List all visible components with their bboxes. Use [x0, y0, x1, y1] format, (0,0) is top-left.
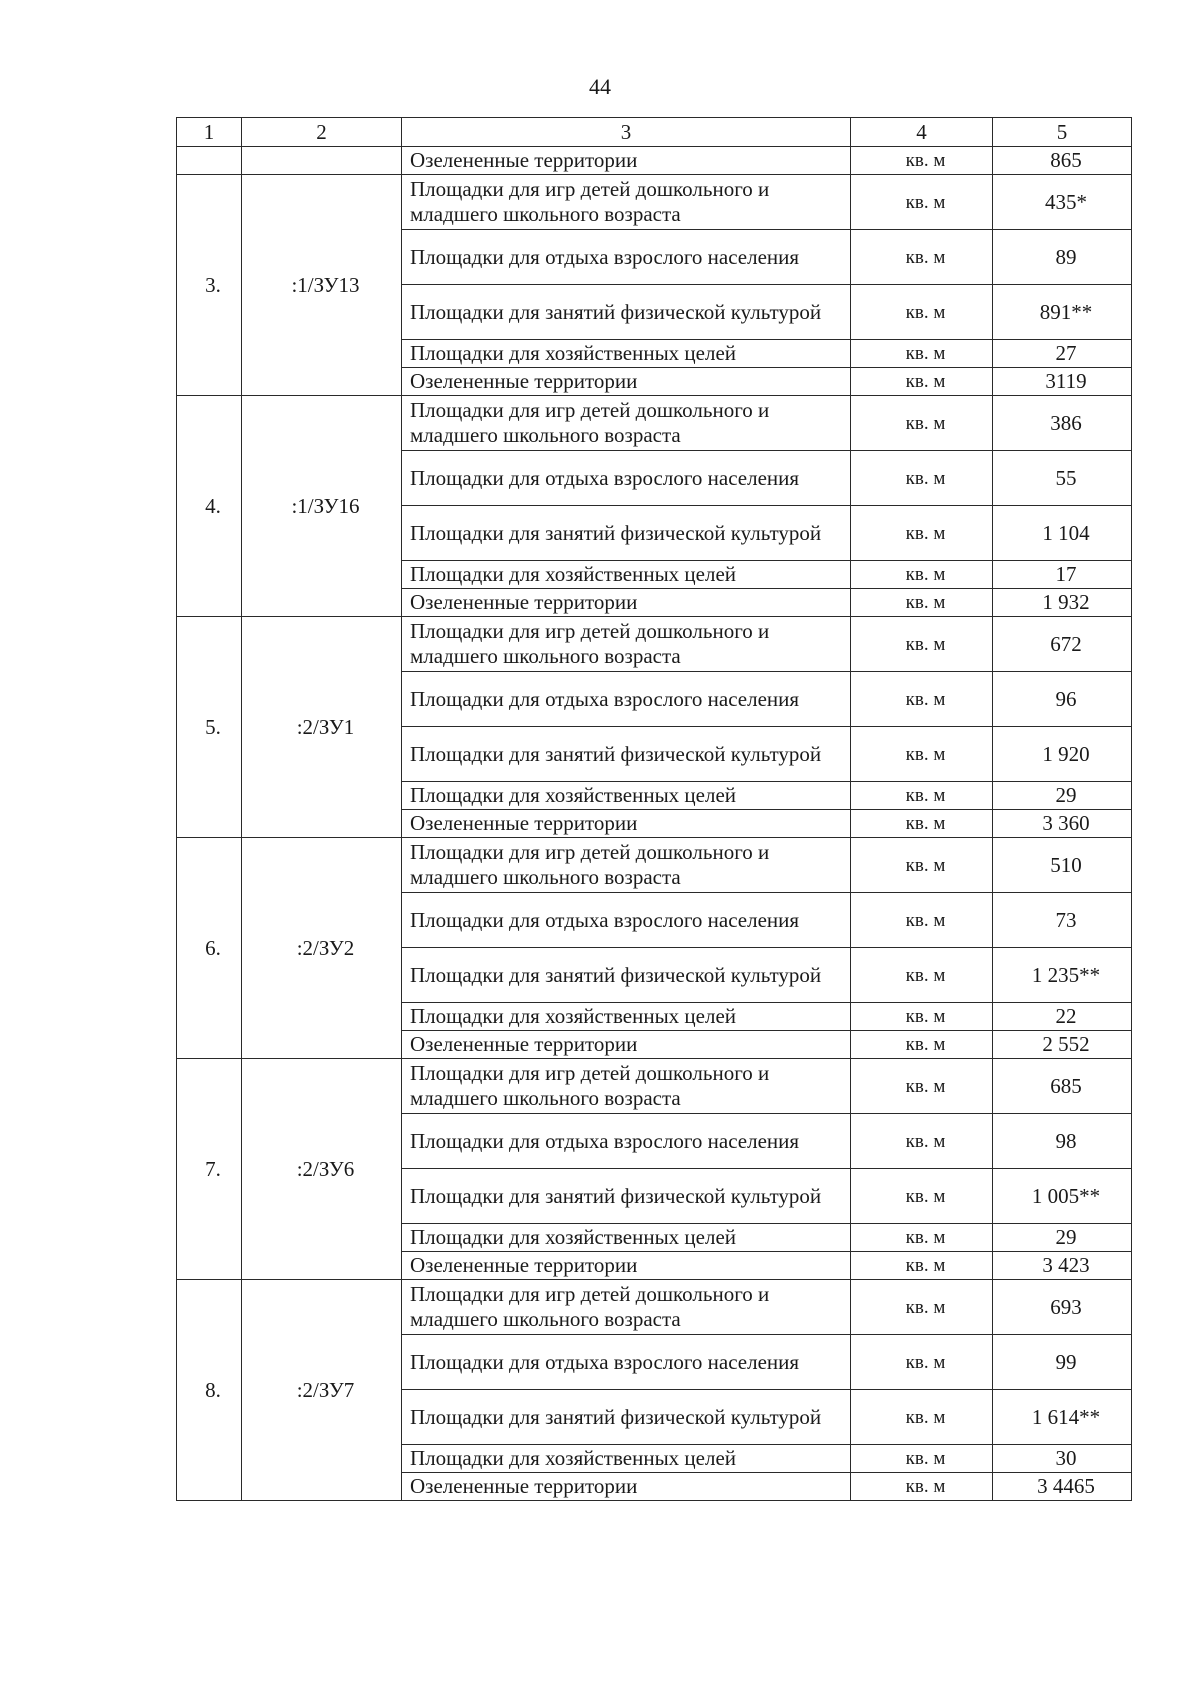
plot-cell	[242, 147, 402, 175]
table-body	[177, 147, 1132, 1501]
unit-cell: кв. м	[851, 1390, 993, 1445]
row-number-cell: 4.	[177, 396, 242, 617]
unit-cell: кв. м	[851, 561, 993, 589]
header-cell-2: 2	[242, 118, 402, 147]
header-cell-5: 5	[993, 118, 1132, 147]
unit-cell: кв. м	[851, 948, 993, 1003]
unit-cell: кв. м	[851, 1445, 993, 1473]
unit-cell: кв. м	[851, 175, 993, 230]
item-cell: Площадки для хозяйственных целей	[402, 782, 851, 810]
item-cell: Озелененные территории	[402, 368, 851, 396]
unit-cell: кв. м	[851, 147, 993, 175]
value-cell: 685	[993, 1059, 1132, 1114]
value-cell: 3 4465	[993, 1473, 1132, 1501]
header-cell-3: 3	[402, 118, 851, 147]
item-cell: Площадки для хозяйственных целей	[402, 1224, 851, 1252]
item-cell: Площадки для занятий физической культурой	[402, 727, 851, 782]
table-row	[177, 175, 1132, 230]
header-cell-1: 1	[177, 118, 242, 147]
unit-cell: кв. м	[851, 838, 993, 893]
table-row	[177, 396, 1132, 451]
page-number: 44	[589, 74, 611, 99]
value-cell: 1 104	[993, 506, 1132, 561]
row-number-cell: 8.	[177, 1280, 242, 1501]
value-cell: 693	[993, 1280, 1132, 1335]
item-cell: Озелененные территории	[402, 147, 851, 175]
value-cell: 1 614**	[993, 1390, 1132, 1445]
plot-id-cell: :2/ЗУ6	[242, 1059, 402, 1280]
table-row	[177, 1280, 1132, 1335]
item-cell: Площадки для отдыха взрослого населения	[402, 451, 851, 506]
value-cell: 73	[993, 893, 1132, 948]
unit-cell: кв. м	[851, 1169, 993, 1224]
item-cell: Площадки для игр детей дошкольного и младшего школьного возраста	[402, 1059, 851, 1114]
item-cell: Озелененные территории	[402, 810, 851, 838]
plot-id-cell: :1/ЗУ13	[242, 175, 402, 396]
unit-cell: кв. м	[851, 368, 993, 396]
unit-cell: кв. м	[851, 810, 993, 838]
value-cell: 29	[993, 1224, 1132, 1252]
value-cell: 96	[993, 672, 1132, 727]
item-cell: Площадки для занятий физической культурой	[402, 1169, 851, 1224]
value-cell: 17	[993, 561, 1132, 589]
value-cell: 1 235**	[993, 948, 1132, 1003]
value-cell: 3 360	[993, 810, 1132, 838]
value-cell: 27	[993, 340, 1132, 368]
unit-cell: кв. м	[851, 230, 993, 285]
plot-id-cell: :2/ЗУ7	[242, 1280, 402, 1501]
unit-cell: кв. м	[851, 1335, 993, 1390]
row-number-cell: 6.	[177, 838, 242, 1059]
item-cell: Площадки для отдыха взрослого населения	[402, 1114, 851, 1169]
item-cell: Площадки для игр детей дошкольного и младшего школьного возраста	[402, 617, 851, 672]
unit-cell: кв. м	[851, 1473, 993, 1501]
value-cell: 30	[993, 1445, 1132, 1473]
value-cell: 2 552	[993, 1031, 1132, 1059]
row-number-cell: 5.	[177, 617, 242, 838]
table-row	[177, 147, 1132, 175]
item-cell: Площадки для игр детей дошкольного и младшего школьного возраста	[402, 838, 851, 893]
unit-cell: кв. м	[851, 1003, 993, 1031]
unit-cell: кв. м	[851, 506, 993, 561]
unit-cell: кв. м	[851, 1031, 993, 1059]
row-number-cell: 7.	[177, 1059, 242, 1280]
item-cell: Озелененные территории	[402, 1031, 851, 1059]
value-cell: 1 920	[993, 727, 1132, 782]
item-cell: Площадки для игр детей дошкольного и младшего школьного возраста	[402, 396, 851, 451]
item-cell: Площадки для занятий физической культурой	[402, 948, 851, 1003]
header-row	[177, 118, 1132, 147]
unit-cell: кв. м	[851, 617, 993, 672]
unit-cell: кв. м	[851, 1280, 993, 1335]
value-cell: 510	[993, 838, 1132, 893]
value-cell: 672	[993, 617, 1132, 672]
value-cell: 99	[993, 1335, 1132, 1390]
header-cell-4: 4	[851, 118, 993, 147]
data-table	[176, 117, 1132, 1501]
item-cell: Площадки для занятий физической культурой	[402, 285, 851, 340]
unit-cell: кв. м	[851, 1059, 993, 1114]
value-cell: 29	[993, 782, 1132, 810]
value-cell: 89	[993, 230, 1132, 285]
plot-id-cell: :1/ЗУ16	[242, 396, 402, 617]
item-cell: Площадки для хозяйственных целей	[402, 1003, 851, 1031]
unit-cell: кв. м	[851, 1224, 993, 1252]
value-cell: 98	[993, 1114, 1132, 1169]
number-cell	[177, 147, 242, 175]
item-cell: Озелененные территории	[402, 1473, 851, 1501]
item-cell: Озелененные территории	[402, 589, 851, 617]
unit-cell: кв. м	[851, 1114, 993, 1169]
value-cell: 55	[993, 451, 1132, 506]
value-cell: 22	[993, 1003, 1132, 1031]
value-cell: 3119	[993, 368, 1132, 396]
item-cell: Площадки для игр детей дошкольного и младшего школьного возраста	[402, 1280, 851, 1335]
value-cell: 3 423	[993, 1252, 1132, 1280]
table-row	[177, 838, 1132, 893]
value-cell: 891**	[993, 285, 1132, 340]
unit-cell: кв. м	[851, 1252, 993, 1280]
unit-cell: кв. м	[851, 893, 993, 948]
unit-cell: кв. м	[851, 589, 993, 617]
item-cell: Площадки для хозяйственных целей	[402, 1445, 851, 1473]
item-cell: Площадки для хозяйственных целей	[402, 340, 851, 368]
item-cell: Озелененные территории	[402, 1252, 851, 1280]
item-cell: Площадки для отдыха взрослого населения	[402, 1335, 851, 1390]
item-cell: Площадки для хозяйственных целей	[402, 561, 851, 589]
unit-cell: кв. м	[851, 727, 993, 782]
table-header	[177, 118, 1132, 147]
unit-cell: кв. м	[851, 451, 993, 506]
item-cell: Площадки для отдыха взрослого населения	[402, 893, 851, 948]
table-row	[177, 1059, 1132, 1114]
item-cell: Площадки для занятий физической культурой	[402, 506, 851, 561]
value-cell: 1 005**	[993, 1169, 1132, 1224]
unit-cell: кв. м	[851, 672, 993, 727]
table-row	[177, 617, 1132, 672]
item-cell: Площадки для игр детей дошкольного и младшего школьного возраста	[402, 175, 851, 230]
value-cell: 1 932	[993, 589, 1132, 617]
unit-cell: кв. м	[851, 782, 993, 810]
unit-cell: кв. м	[851, 396, 993, 451]
unit-cell: кв. м	[851, 340, 993, 368]
item-cell: Площадки для занятий физической культурой	[402, 1390, 851, 1445]
item-cell: Площадки для отдыха взрослого населения	[402, 672, 851, 727]
plot-id-cell: :2/ЗУ2	[242, 838, 402, 1059]
unit-cell: кв. м	[851, 285, 993, 340]
item-cell: Площадки для отдыха взрослого населения	[402, 230, 851, 285]
value-cell: 435*	[993, 175, 1132, 230]
value-cell: 386	[993, 396, 1132, 451]
row-number-cell: 3.	[177, 175, 242, 396]
plot-id-cell: :2/ЗУ1	[242, 617, 402, 838]
value-cell: 865	[993, 147, 1132, 175]
